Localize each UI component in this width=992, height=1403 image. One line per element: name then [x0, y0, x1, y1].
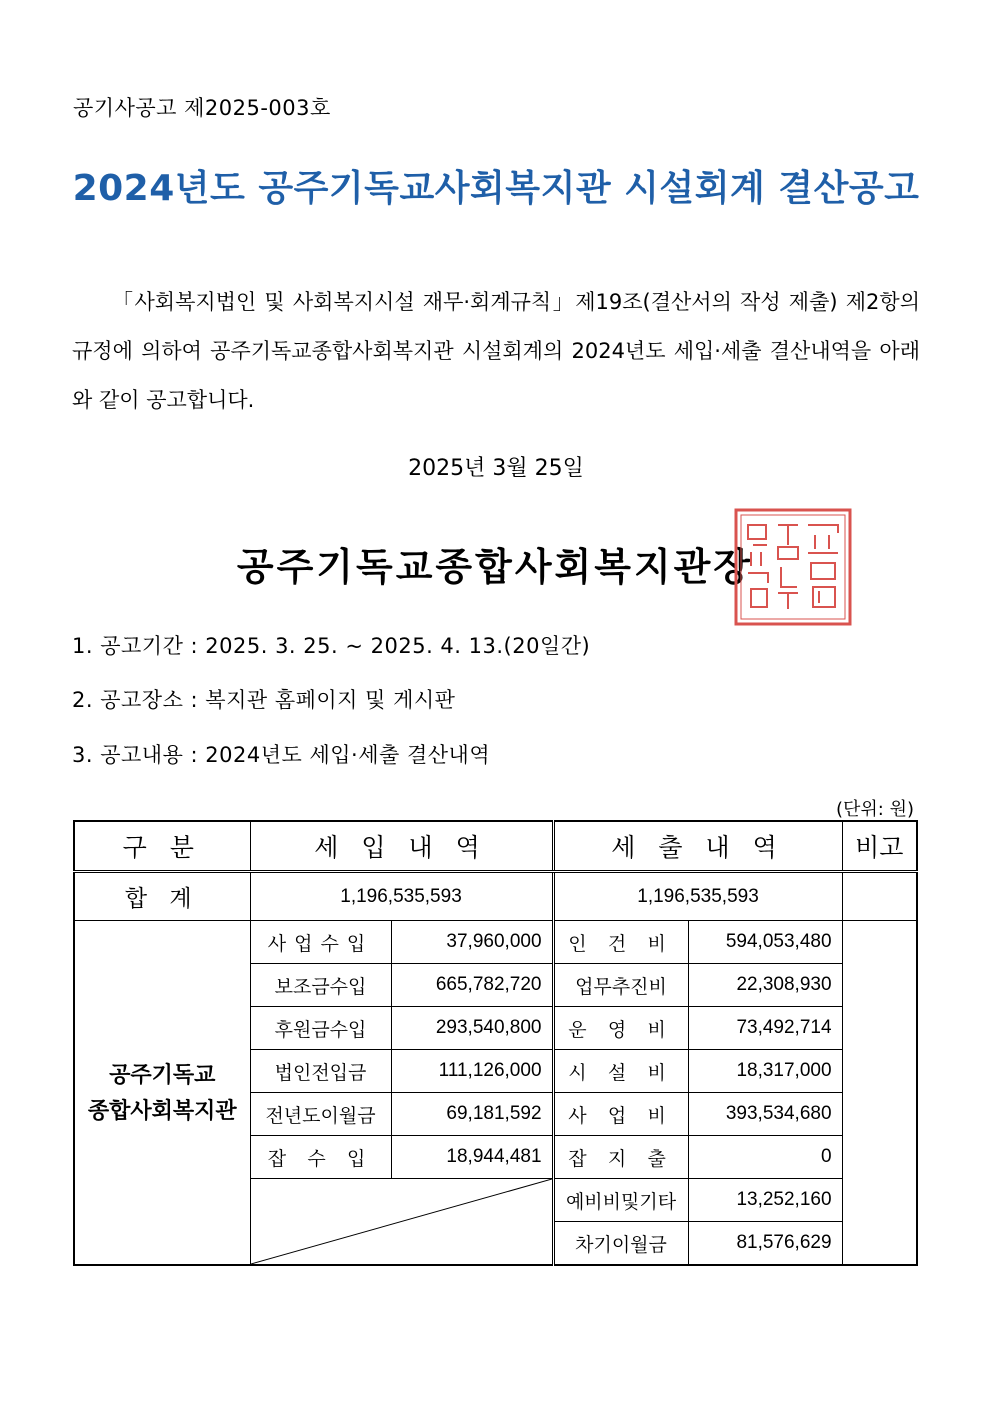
page-title: 2024년도 공주기독교사회복지관 시설회계 결산공고 [72, 168, 920, 209]
expenditure-item-amount: 18,317,000 [688, 1050, 842, 1093]
revenue-item-amount: 111,126,000 [391, 1050, 553, 1093]
notice-place: 2. 공고장소 : 복지관 홈페이지 및 게시판 [72, 688, 456, 712]
org-name-line2: 종합사회복지관 [87, 1097, 237, 1123]
official-seal-icon [733, 507, 853, 627]
expenditure-item-name: 업무추진비 [553, 964, 688, 1007]
expenditure-item-amount: 0 [688, 1136, 842, 1179]
revenue-item-name: 사업수입 [250, 921, 391, 964]
total-label: 합 계 [74, 872, 250, 921]
revenue-item-name: 잡 수 입 [250, 1136, 391, 1179]
notice-content: 3. 공고내용 : 2024년도 세입·세출 결산내역 [72, 743, 491, 767]
revenue-item-amount: 18,944,481 [391, 1136, 553, 1179]
total-expenditure: 1,196,535,593 [553, 872, 842, 921]
header-expenditure: 세 출 내 역 [553, 821, 842, 872]
revenue-item-amount: 665,782,720 [391, 964, 553, 1007]
header-revenue: 세 입 내 역 [250, 821, 553, 872]
expenditure-item-name: 차기이월금 [553, 1222, 688, 1266]
diagonal-line-icon [251, 1179, 552, 1264]
revenue-item-amount: 37,960,000 [391, 921, 553, 964]
unit-label: (단위: 원) [836, 799, 914, 820]
revenue-item-amount: 293,540,800 [391, 1007, 553, 1050]
notice-period: 1. 공고기간 : 2025. 3. 25. ~ 2025. 4. 13.(20일간) [72, 634, 591, 658]
settlement-table [73, 820, 916, 1268]
notice-number: 공기사공고 제2025-003호 [73, 96, 331, 120]
revenue-item-name: 후원금수입 [250, 1007, 391, 1050]
org-cell [74, 921, 250, 1266]
header-category: 구 분 [74, 821, 250, 872]
revenue-item-amount: 69,181,592 [391, 1093, 553, 1136]
issuer-name: 공주기독교종합사회복지관장 [236, 545, 754, 589]
expenditure-item-amount: 393,534,680 [688, 1093, 842, 1136]
expenditure-item-amount: 22,308,930 [688, 964, 842, 1007]
expenditure-item-name: 잡 지 출 [553, 1136, 688, 1179]
empty-diagonal-cell [250, 1179, 553, 1266]
org-name-line1: 공주기독교 [109, 1061, 216, 1087]
expenditure-item-name: 운 영 비 [553, 1007, 688, 1050]
intro-paragraph: 「사회복지법인 및 사회복지시설 재무·회계규칙」제19조(결산서의 작성 제출) 제2항의 규정에 의하여 공주기독교종합사회복지관 시설회계의 2024년도 세입·세출 결산내역을 아래와 같이 공고합니다. [72, 290, 920, 412]
total-revenue: 1,196,535,593 [250, 872, 553, 921]
total-remarks [842, 872, 917, 921]
expenditure-item-amount: 73,492,714 [688, 1007, 842, 1050]
revenue-item-name: 보조금수입 [250, 964, 391, 1007]
expenditure-item-name: 시 설 비 [553, 1050, 688, 1093]
expenditure-item-amount: 81,576,629 [688, 1222, 842, 1266]
expenditure-item-name: 예비비및기타 [553, 1179, 688, 1222]
notice-date: 2025년 3월 25일 [408, 456, 584, 481]
revenue-item-name: 법인전입금 [250, 1050, 391, 1093]
revenue-item-name: 전년도이월금 [250, 1093, 391, 1136]
remarks-cell [842, 921, 917, 1266]
header-remarks: 비고 [842, 821, 917, 872]
expenditure-item-amount: 594,053,480 [688, 921, 842, 964]
expenditure-item-name: 인 건 비 [553, 921, 688, 964]
expenditure-item-name: 사 업 비 [553, 1093, 688, 1136]
expenditure-item-amount: 13,252,160 [688, 1179, 842, 1222]
